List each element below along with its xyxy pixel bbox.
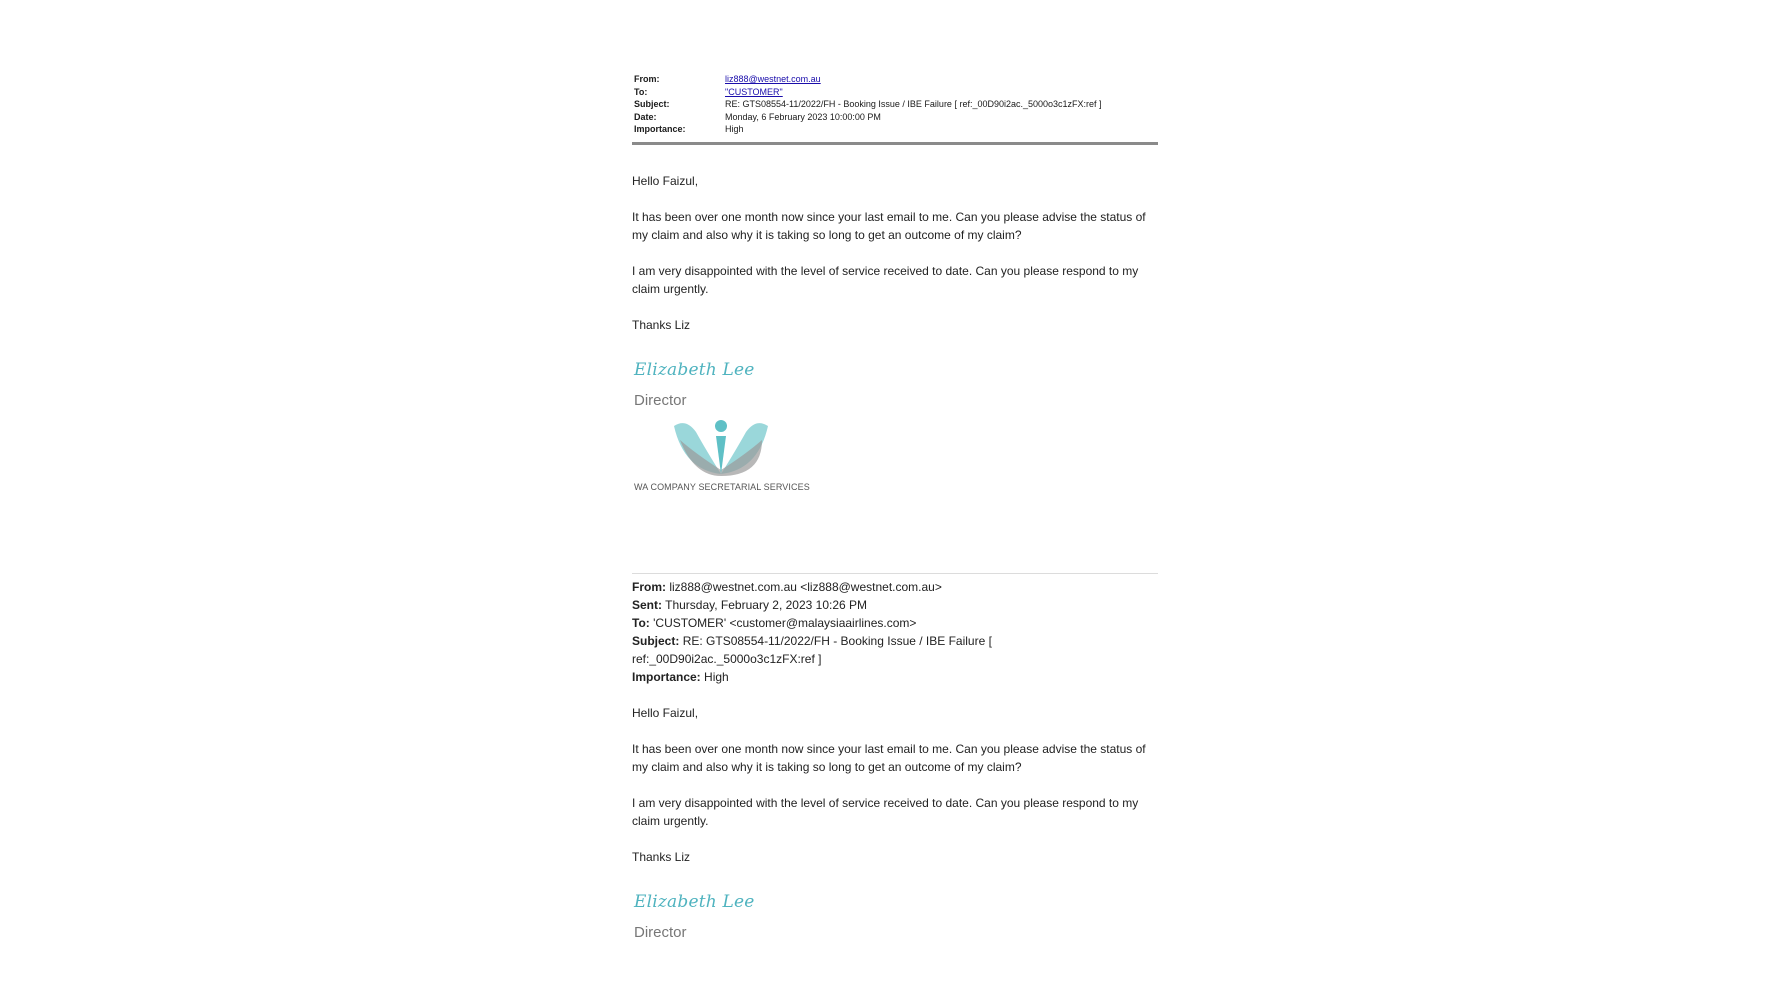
header-row-to <box>634 86 1160 99</box>
forward-importance-value: High <box>704 670 729 684</box>
date-label: Date: <box>634 111 657 122</box>
forward-importance-label: Importance: <box>632 670 701 684</box>
signature-name: Elizabeth Lee <box>634 360 755 380</box>
forward-from-label: From: <box>632 580 666 594</box>
forward-sent-value: Thursday, February 2, 2023 10:26 PM <box>665 598 868 612</box>
body-paragraph: I am very disappointed with the level of service received to date. Can you please respond to my claim urgently. <box>632 264 1139 296</box>
greeting-text: Hello Faizul, <box>632 706 699 720</box>
forward-to-label: To: <box>632 616 650 630</box>
forward-sent-line <box>632 596 1160 614</box>
email-document <box>632 0 1160 1000</box>
header-divider <box>632 142 1158 145</box>
signature-name: Elizabeth Lee <box>634 892 755 912</box>
forward-to-line <box>632 614 1160 632</box>
forward-importance-line <box>632 668 1160 686</box>
subject-value: RE: GTS08554-11/2022/FH - Booking Issue / IBE Failure [ ref:_00D90i2ac._5000o3c1zFX:ref ] <box>725 99 1102 109</box>
header-row-subject <box>634 98 1160 111</box>
logo-company-name: WA COMPANY SECRETARIAL SERVICES <box>634 482 810 492</box>
to-label: To: <box>634 86 648 97</box>
forward-subject-continuation: ref:_00D90i2ac._5000o3c1zFX:ref ] <box>632 652 822 666</box>
importance-label: Importance: <box>634 124 686 134</box>
from-email-link[interactable]: liz888@westnet.com.au <box>725 74 821 84</box>
body-paragraph: I am very disappointed with the level of service received to date. Can you please respond to my claim urgently. <box>632 796 1139 828</box>
signoff-text: Thanks Liz <box>632 318 691 332</box>
company-logo <box>666 410 776 480</box>
from-label: From: <box>634 74 660 84</box>
signature-title: Director <box>634 392 687 409</box>
forward-subject-line <box>632 632 1160 650</box>
forward-sent-label: Sent: <box>632 598 662 612</box>
body-paragraph: It has been over one month now since your last email to me. Can you please advise the status of my claim and also why it is taking so long to get an outcome of my claim? <box>632 210 1146 242</box>
forwarded-header <box>632 578 1160 686</box>
header-row-from <box>634 73 1160 86</box>
header-row-date <box>634 111 1160 124</box>
date-value: Monday, 6 February 2023 10:00:00 PM <box>725 111 881 122</box>
subject-label: Subject: <box>634 99 670 109</box>
forward-divider <box>632 573 1158 574</box>
email-header <box>634 73 1160 136</box>
forward-subject-value: RE: GTS08554-11/2022/FH - Booking Issue / IBE Failure [ <box>682 634 992 648</box>
signoff-text: Thanks Liz <box>632 850 691 864</box>
forward-from-value: liz888@westnet.com.au <liz888@westnet.com.au> <box>669 580 942 594</box>
body-paragraph: It has been over one month now since your last email to me. Can you please advise the status of my claim and also why it is taking so long to get an outcome of my claim? <box>632 742 1146 774</box>
importance-value: High <box>725 124 744 134</box>
signature-title: Director <box>634 924 687 941</box>
greeting-text: Hello Faizul, <box>632 174 699 188</box>
forward-subject-label: Subject: <box>632 634 680 648</box>
forward-from-line <box>632 578 1160 596</box>
to-recipient-link[interactable]: "CUSTOMER" <box>725 86 783 97</box>
forward-to-value: 'CUSTOMER' <customer@malaysiaairlines.com> <box>653 616 917 630</box>
header-row-importance <box>634 123 1160 136</box>
